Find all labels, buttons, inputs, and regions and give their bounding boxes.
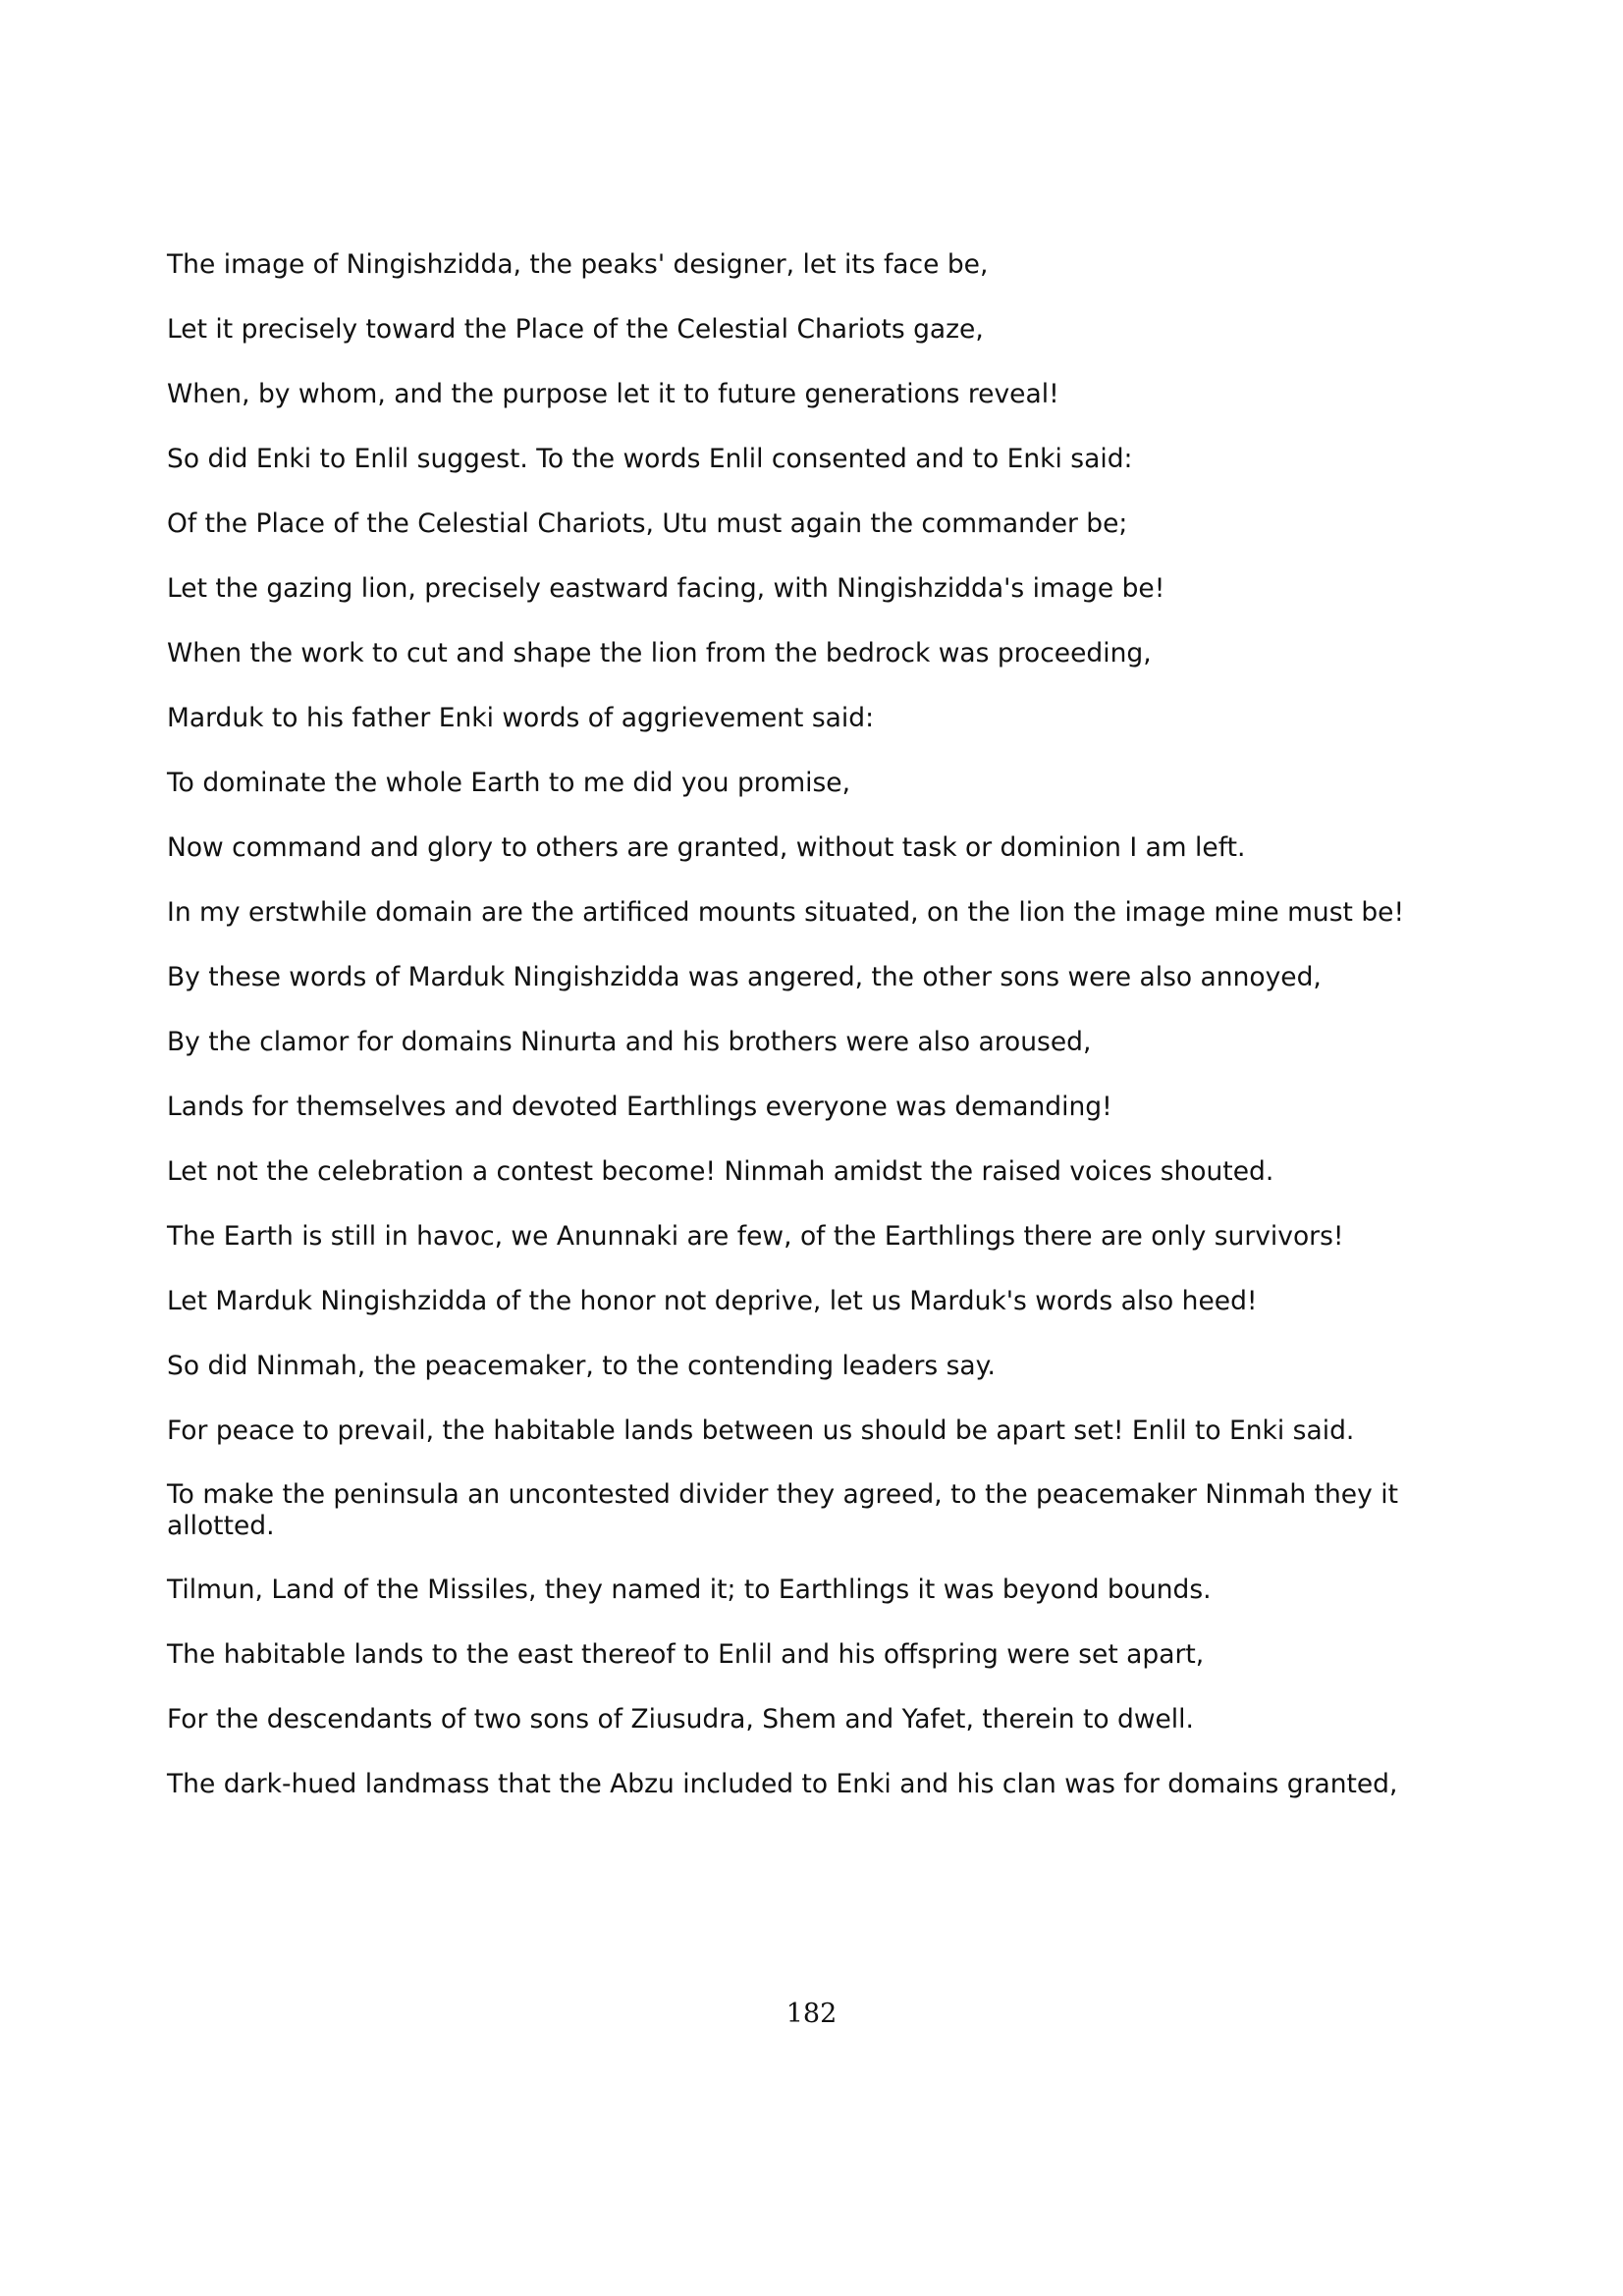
text-line: Let Marduk Ningishzidda of the honor not deprive, let us Marduk's words also heed! — [167, 1286, 1258, 1316]
text-line: The Earth is still in havoc, we Anunnaki are few, of the Earthlings there are only survivors! — [167, 1221, 1344, 1252]
text-line: The dark-hued landmass that the Abzu included to Enki and his clan was for domains granted, — [167, 1769, 1398, 1799]
text-line: Let the gazing lion, precisely eastward facing, with Ningishzidda's image be! — [167, 573, 1165, 604]
text-line: When the work to cut and shape the lion from the bedrock was proceeding, — [167, 638, 1152, 668]
text-line: In my erstwhile domain are the artificed mounts situated, on the lion the image mine must be! — [167, 897, 1405, 928]
text-line: For the descendants of two sons of Ziusudra, Shem and Yafet, therein to dwell. — [167, 1704, 1194, 1735]
text-line: Lands for themselves and devoted Earthlings everyone was demanding! — [167, 1092, 1112, 1122]
text-line: So did Enki to Enlil suggest. To the words Enlil consented and to Enki said: — [167, 444, 1133, 474]
text-line: Let not the celebration a contest become! Ninmah amidst the raised voices shouted. — [167, 1156, 1274, 1187]
text-line: The image of Ningishzidda, the peaks' designer, let its face be, — [167, 249, 989, 280]
text-line: Now command and glory to others are granted, without task or dominion I am left. — [167, 832, 1246, 863]
text-line: So did Ninmah, the peacemaker, to the contending leaders say. — [167, 1351, 996, 1381]
text-line: For peace to prevail, the habitable lands between us should be apart set! Enlil to Enki said. — [167, 1415, 1355, 1446]
text-line: Let it precisely toward the Place of the Celestial Chariots gaze, — [167, 314, 984, 345]
page-number: 182 — [785, 1999, 838, 2029]
text-line: Tilmun, Land of the Missiles, they named it; to Earthlings it was beyond bounds. — [167, 1575, 1212, 1605]
text-line: Marduk to his father Enki words of aggrievement said: — [167, 703, 875, 733]
text-line: By the clamor for domains Ninurta and his brothers were also aroused, — [167, 1027, 1092, 1057]
text-line: By these words of Marduk Ningishzidda was angered, the other sons were also annoyed, — [167, 962, 1322, 992]
body-text — [167, 248, 1463, 1833]
text-line: To dominate the whole Earth to me did you promise, — [167, 768, 851, 798]
text-line: When, by whom, and the purpose let it to future generations reveal! — [167, 379, 1059, 409]
text-line: The habitable lands to the east thereof to Enlil and his offspring were set apart, — [167, 1639, 1205, 1670]
text-line: Of the Place of the Celestial Chariots, Utu must again the commander be; — [167, 508, 1128, 539]
text-line: To make the peninsula an uncontested divider they agreed, to the peacemaker Ninmah they it allotted. — [167, 1479, 1398, 1541]
